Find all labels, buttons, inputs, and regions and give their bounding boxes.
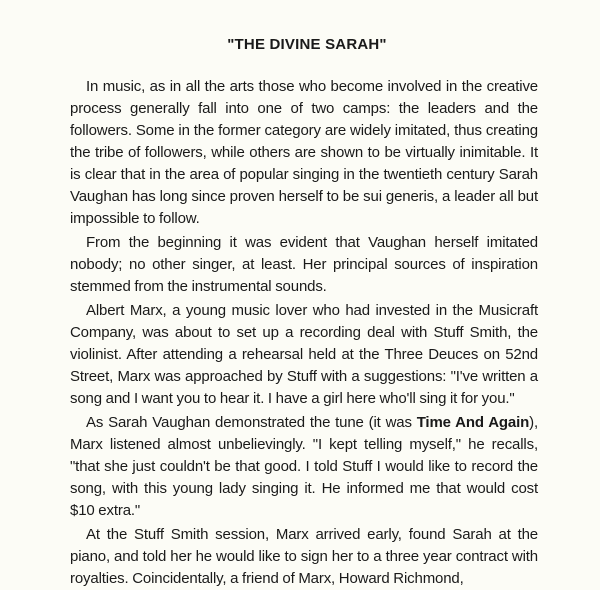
- paragraph-demonstration: [70, 412, 538, 522]
- paragraph-text-after: ), Marx listened almost unbelievingly. "I kept telling myself," he recalls, "that she just couldn't be that good. I told Stuff I would like to record the song, with this young lady singing it. He informed me that would cost $10 extra.": [70, 414, 538, 519]
- page-title: "THE DIVINE SARAH": [227, 36, 387, 53]
- paragraph-beginning: From the beginning it was evident that Vaughan herself imitated nobody; no other singer, at least. Her principal sources of inspiration stemmed from the instrumental sounds.: [70, 234, 538, 295]
- song-title: Time And Again: [416, 414, 530, 431]
- paragraph-intro: In music, as in all the arts those who become involved in the creative process generally fall into one of two camps: the leaders and the followers. Some in the former category are widely imitated, thus creating the tribe of followers, while others are shown to be virtually inimitable. It is clear that in the area of popular singing in the twentieth century Sarah Vaughan has long since proven herself to be sui generis, a leader all but impossible to follow.: [70, 78, 538, 227]
- paragraph-session: At the Stuff Smith session, Marx arrived early, found Sarah at the piano, and told her he would like to sign her to a three year contract with royalties. Coincidentally, a friend of Marx, Howard Richmond,: [70, 526, 538, 587]
- paragraph-albert-marx: Albert Marx, a young music lover who had invested in the Musicraft Company, was about to set up a recording deal with Stuff Smith, the violinist. After attending a rehearsal held at the Three Deuces on 52nd Street, Marx was approached by Stuff with a suggestions: "I've written a song and I want you to hear it. I have a girl here who'll sing it for you.": [70, 302, 538, 407]
- paragraph-text-before: As Sarah Vaughan demonstrated the tune (it was: [86, 414, 417, 431]
